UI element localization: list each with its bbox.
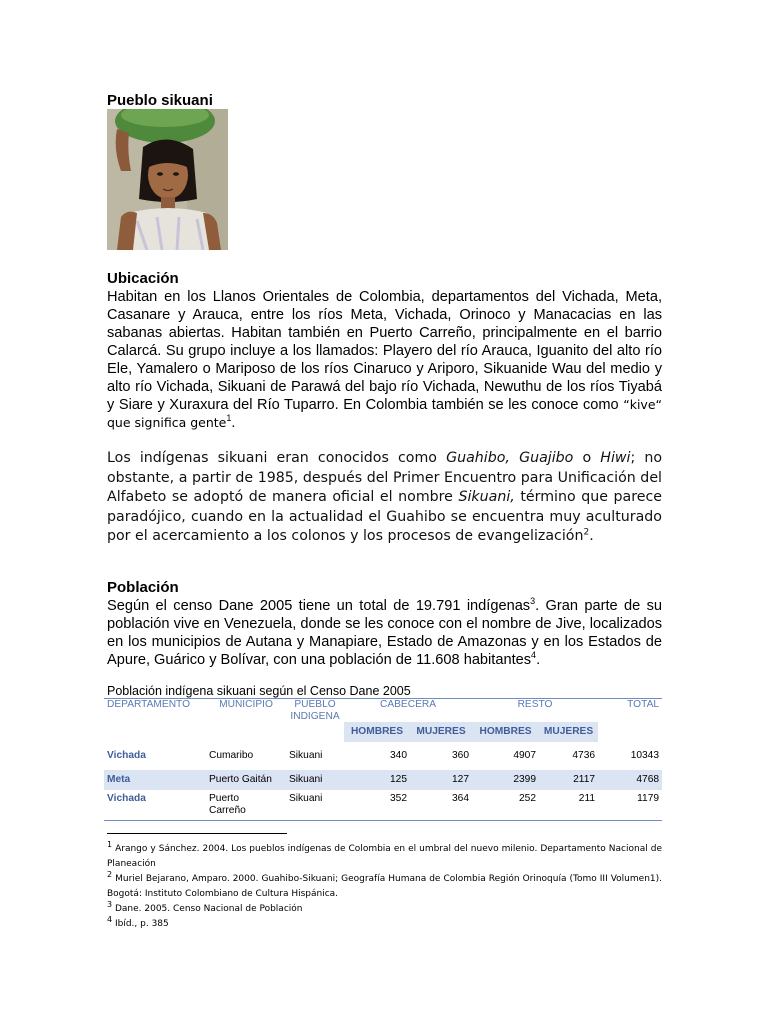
cell-pueblo: Sikuani — [289, 750, 323, 761]
cell-resto-mujeres: 4736 — [572, 750, 596, 761]
cell-resto-mujeres: 211 — [539, 790, 598, 820]
cell-pueblo: Sikuani — [286, 790, 344, 820]
footnote-text: Muriel Bejarano, Amparo. 2000. Guahibo-Sikuani; Geografía Humana de Colombia Región Orinoquía (Tomo III Volumen1). Bogotá: Instituto Colombiano de Cultura Hispánica. — [107, 874, 662, 899]
col-municipio: MUNICIPIO — [206, 699, 286, 723]
table-row — [104, 750, 662, 770]
population-table — [104, 698, 662, 821]
name-guahibo: Guahibo, — [446, 450, 510, 466]
cell-departamento: Meta — [104, 770, 206, 790]
col-pueblo — [286, 699, 344, 723]
footnote-3 — [107, 902, 662, 917]
cell-resto-hombres: 2399 — [472, 770, 539, 790]
cell-pueblo: Sikuani — [286, 770, 344, 790]
sikuani-girl-photo — [107, 109, 228, 250]
footnote-4 — [107, 917, 662, 932]
kive-quote: “kive“ que significa gente — [107, 397, 662, 430]
cell-municipio-l1: Puerto — [209, 793, 240, 804]
footnote-num: 2 — [107, 870, 113, 879]
nombres-paragraph — [107, 449, 662, 547]
footnote-text: Ibíd., p. 385 — [114, 919, 169, 929]
footnote-ref-4[interactable]: 4 — [531, 650, 537, 661]
table-caption: Población indígena sikuani según el Censo Dane 2005 — [107, 684, 411, 698]
cell-cabecera-hombres: 125 — [344, 770, 410, 790]
nombres-o: o — [582, 450, 592, 466]
cell-total: 4768 — [598, 770, 662, 790]
name-sikuani: Sikuani, — [458, 489, 515, 505]
footnote-ref-2[interactable]: 2 — [583, 527, 590, 538]
footnote-text: Dane. 2005. Censo Nacional de Población — [114, 904, 303, 914]
table-header-row — [104, 699, 662, 723]
footnote-divider — [107, 833, 287, 834]
cell-cabecera-hombres: 352 — [344, 790, 410, 820]
col-resto: RESTO — [472, 699, 598, 723]
col-total: TOTAL — [598, 699, 662, 723]
cell-departamento: Vichada — [104, 790, 206, 820]
nombres-end: . — [589, 528, 594, 544]
ubicacion-end: . — [231, 415, 236, 431]
table-row — [104, 790, 662, 820]
photo-illustration — [107, 109, 228, 250]
nombres-text-b: ; no obstante, a partir de 1985, después del Primer Encuentro para Unificación del Alfabeto se adoptó de manera oficial el nombre — [107, 450, 663, 505]
cell-cabecera-mujeres: 360 — [452, 750, 470, 761]
name-guajibo: Guajibo — [519, 450, 574, 466]
col-resto-hombres: HOMBRES — [472, 722, 539, 742]
cell-municipio-l2: Carreño — [209, 804, 246, 816]
col-pueblo-l1: PUEBLO — [294, 699, 336, 710]
footnote-1 — [107, 842, 662, 872]
poblacion-text-a: Según el censo Dane 2005 tiene un total de 19.791 indígenas — [107, 598, 531, 614]
col-departamento: DEPARTAMENTO — [104, 699, 206, 723]
cell-departamento: Vichada — [107, 750, 146, 761]
name-hiwi: Hiwi — [600, 450, 631, 466]
page-title: Pueblo sikuani — [107, 92, 213, 109]
cell-resto-hombres: 4907 — [513, 750, 537, 761]
cell-resto-hombres: 252 — [472, 790, 539, 820]
footnote-text: Arango y Sánchez. 2004. Los pueblos indígenas de Colombia en el umbral del nuevo milenio. Departamento Nacional de Planeación — [107, 844, 662, 869]
footnote-num: 1 — [107, 840, 113, 849]
table-row — [104, 770, 662, 790]
footnote-num: 4 — [107, 915, 113, 924]
footnote-2 — [107, 872, 662, 902]
cell-total: 1179 — [598, 790, 662, 820]
ubicacion-paragraph — [107, 288, 662, 432]
col-resto-mujeres: MUJERES — [539, 722, 598, 742]
table-subheader-row — [104, 722, 662, 742]
poblacion-heading: Población — [107, 579, 179, 596]
footnote-num: 3 — [107, 900, 113, 909]
cell-cabecera-mujeres: 364 — [410, 790, 472, 820]
nombres-text-a: Los indígenas sikuani eran conocidos como — [107, 450, 437, 466]
poblacion-end: . — [536, 652, 541, 668]
footnote-ref-3[interactable]: 3 — [530, 596, 536, 607]
cell-municipio: Cumaribo — [209, 750, 254, 761]
cell-total: 10343 — [630, 750, 660, 761]
col-cabecera-mujeres: MUJERES — [410, 722, 472, 742]
nombres-text-c: término que parece paradójico, cuando en la actualidad el Guahibo se encuentra muy aculturado por el acercamiento a los colonos y los procesos de evangelización — [107, 489, 662, 544]
col-cabecera-hombres: HOMBRES — [344, 722, 410, 742]
col-pueblo-l2: INDIGENA — [290, 710, 340, 722]
poblacion-paragraph — [107, 597, 662, 669]
cell-resto-mujeres: 2117 — [539, 770, 598, 790]
cell-municipio — [206, 790, 286, 820]
ubicacion-heading: Ubicación — [107, 270, 179, 287]
cell-municipio: Puerto Gaitán — [206, 770, 286, 790]
poblacion-text-b: . Gran parte de su población vive en Venezuela, donde se les conoce con el nombre de Jive, localizados en los municipios de Autana y Manapiare, Estado de Amazonas y en los Estados de Apure, Guárico y Bolívar, con una población de 11.608 habitantes — [107, 598, 662, 668]
cell-cabecera-hombres: 340 — [390, 750, 407, 761]
footnote-ref-1[interactable]: 1 — [226, 413, 232, 424]
cell-cabecera-mujeres: 127 — [410, 770, 472, 790]
col-cabecera: CABECERA — [344, 699, 472, 723]
ubicacion-text: Habitan en los Llanos Orientales de Colombia, departamentos del Vichada, Meta, Casanare y Arauca, entre los ríos Meta, Vichada, Orinoco y Manacacias en las sabanas abiertas. Habitan también en Puerto Carreño, principalmente en el barrio Calarcá. Su grupo incluye a los llamados: Playero del río Arauca, Iguanito del alto río Ele, Yamalero o Mariposo de los ríos Cinaruco y Ariporo, Sikuanide Wau del medio y alto río Vichada, Sikuani de Parawá del bajo río Vichada, Newuthu de los ríos Tiyabá y Siare y Xuraxura del Río Tuparro. En Colombia también se les conoce como — [107, 289, 662, 413]
